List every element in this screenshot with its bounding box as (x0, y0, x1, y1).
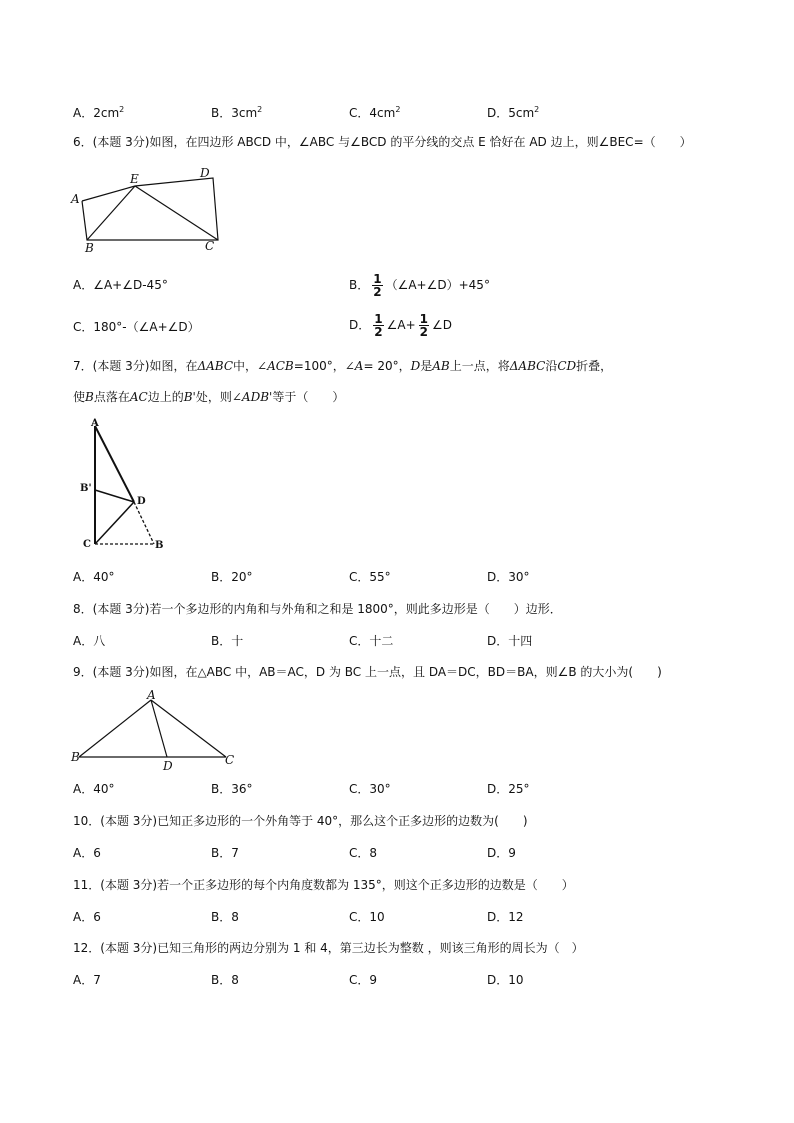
q6-option-a: A．∠A+∠D-45° (73, 278, 168, 292)
q5-option-d: D．$5cm^2$ (487, 105, 540, 120)
q9-option-c: C．30° (349, 782, 391, 796)
q9-option-d: D．25° (487, 782, 530, 796)
q7-option-b: B．20° (211, 570, 253, 584)
q11-option-d: D．12 (487, 910, 524, 924)
q12-option-d: D．10 (487, 973, 524, 987)
q12-option-a: A．7 (73, 973, 101, 987)
q7-stem-line1: 7．(本题 3分)如图，在ΔABC中，∠ACB=100°，∠A= 20°，D是AB上一点，将ΔABC沿CD折叠， (73, 359, 613, 373)
q6-stem: 6．(本题 3分)如图，在四边形 ABCD 中，∠ABC 与∠BCD 的平分线的交点 E 恰好在 AD 边上，则∠BEC=（ ） (73, 135, 692, 149)
q9-label-d: D (163, 759, 173, 773)
q6-option-d-fraction-2: $\frac{1}{2}$ (419, 312, 428, 339)
q8-option-c: C．十二 (349, 634, 394, 648)
q7-label-b: B (155, 540, 164, 551)
q7-option-a: A．40° (73, 570, 115, 584)
q9-figure (70, 688, 240, 774)
q6-option-d: D． $\frac{1}{2}$ ∠A+ $\frac{1}{2}$ ∠D (349, 312, 452, 339)
q8-option-b: B．十 (211, 634, 244, 648)
q6-figure (65, 164, 225, 256)
q9-label-c: C (225, 753, 235, 767)
q7-figure (78, 418, 178, 554)
q5-option-c: C．$4cm^2$ (349, 105, 401, 120)
q6-option-b: B． $\frac{1}{2}$ （∠A+∠D）+45° (349, 272, 490, 299)
q9-stem: 9．(本题 3分)如图，在△ABC 中，AB＝AC，D 为 BC 上一点，且 DA＝DC，BD＝BA，则∠B 的大小为( ) (73, 665, 662, 679)
q7-label-c: C (83, 539, 91, 550)
q11-stem: 11．(本题 3分)若一个正多边形的每个内角度数都为 135°，则这个正多边形的边数是（ ） (73, 878, 574, 892)
q7-label-d: D (137, 496, 146, 507)
q11-option-a: A．6 (73, 910, 101, 924)
q5-option-a: A．$2cm^2$ (73, 105, 125, 120)
q12-stem: 12．(本题 3分)已知三角形的两边分别为 1 和 4，第三边长为整数 ，则该三角形的周长为（ ） (73, 941, 584, 955)
q5-option-b: B．$3cm^2$ (211, 105, 263, 120)
q10-option-a: A．6 (73, 846, 101, 860)
q6-label-b: B (85, 241, 94, 255)
q9-option-b: B．36° (211, 782, 253, 796)
q9-option-a: A．40° (73, 782, 115, 796)
q8-option-a: A．八 (73, 634, 106, 648)
q11-option-b: B．8 (211, 910, 239, 924)
q10-option-c: C．8 (349, 846, 378, 860)
q10-option-d: D．9 (487, 846, 516, 860)
q6-label-d: D (200, 166, 210, 180)
q9-label-a: A (147, 688, 156, 702)
q11-option-c: C．10 (349, 910, 385, 924)
q7-label-a: A (91, 418, 99, 429)
q10-option-b: B．7 (211, 846, 239, 860)
q6-label-e: E (130, 172, 139, 186)
q12-option-b: B．8 (211, 973, 239, 987)
q7-option-c: C．55° (349, 570, 391, 584)
q8-stem: 8．(本题 3分)若一个多边形的内角和与外角和之和是 1800°，则此多边形是（ ）边形． (73, 602, 562, 616)
q6-label-c: C (205, 239, 215, 253)
q10-stem: 10．(本题 3分)已知正多边形的一个外角等于 40°，那么这个正多边形的边数为( ) (73, 814, 528, 828)
q6-option-c: C．180°-（∠A+∠D） (73, 320, 200, 334)
q9-label-b: B (71, 750, 80, 764)
q6-option-b-fraction: $\frac{1}{2}$ (373, 272, 382, 299)
q6-option-d-fraction-1: $\frac{1}{2}$ (374, 312, 383, 339)
q12-option-c: C．9 (349, 973, 378, 987)
q8-option-d: D．十四 (487, 634, 533, 648)
q7-stem-line2: 使B点落在AC边上的B'处，则∠ADB'等于（ ） (73, 390, 345, 404)
q7-label-bprime: B' (80, 483, 92, 494)
q6-label-a: A (71, 192, 80, 206)
q7-option-d: D．30° (487, 570, 530, 584)
